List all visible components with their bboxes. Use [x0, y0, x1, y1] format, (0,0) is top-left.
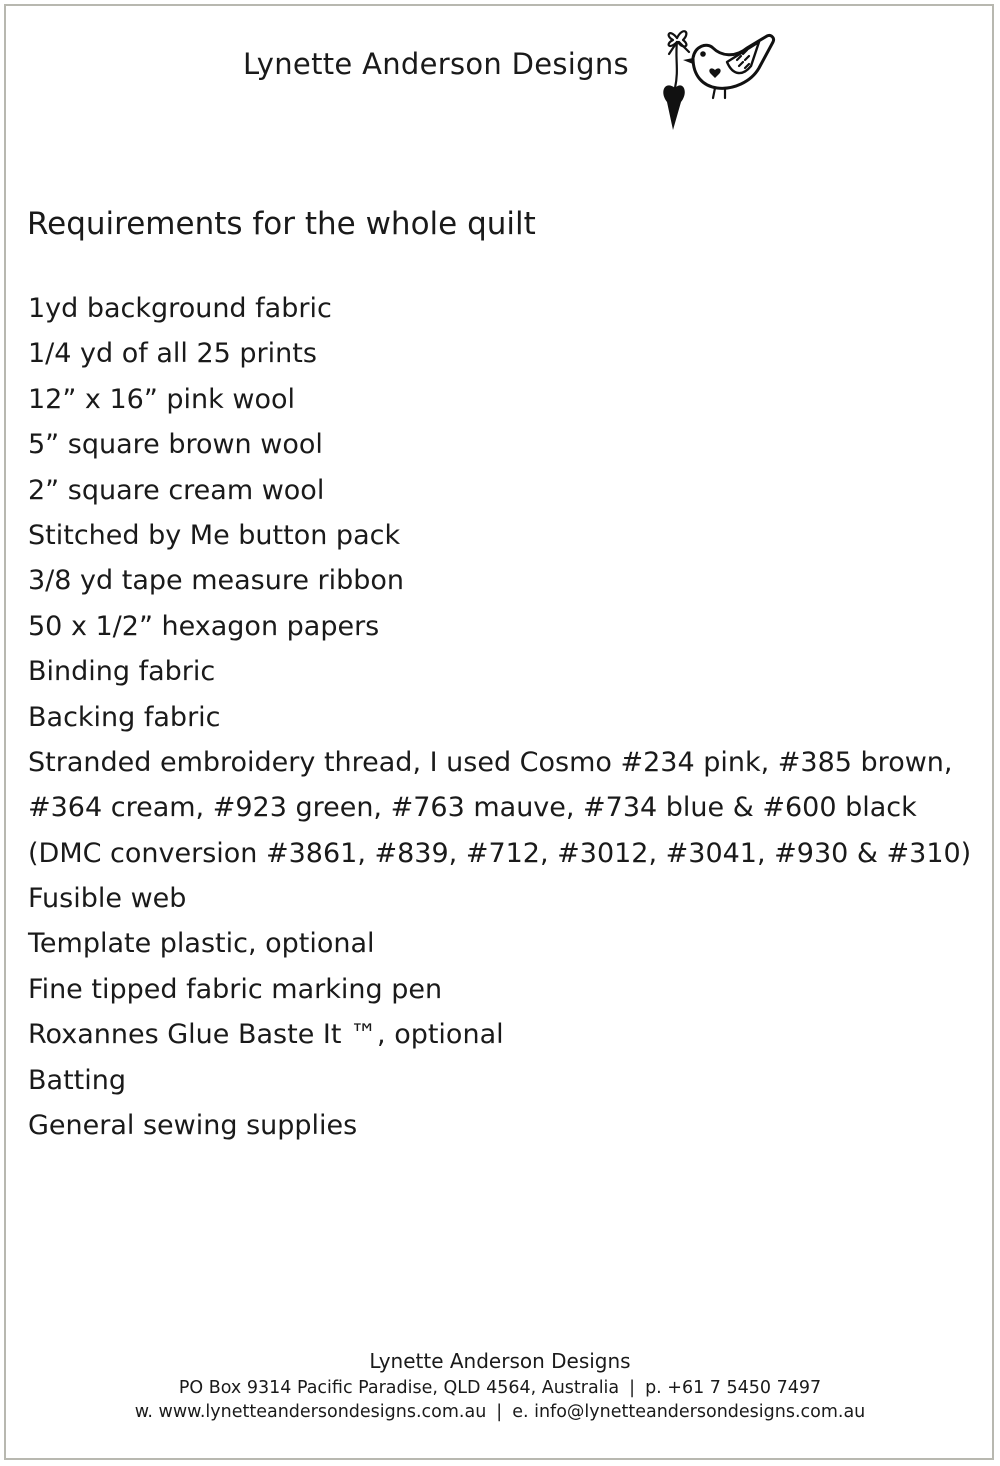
list-item: 3/8 yd tape measure ribbon [28, 565, 405, 597]
footer-website-link[interactable]: w. www.lynetteandersondesigns.com.au [134, 1402, 487, 1422]
footer-web-line [0, 1400, 1000, 1424]
page-header [0, 0, 1000, 150]
document-title: Requirements for the whole quilt [27, 206, 536, 242]
list-item: Fine tipped fabric marking pen [28, 973, 443, 1005]
footer-address: PO Box 9314 Pacific Paradise, QLD 4564, Australia [178, 1378, 620, 1398]
list-item: Template plastic, optional [28, 928, 375, 960]
list-item: 50 x 1/2” hexagon papers [28, 610, 380, 642]
list-item: (DMC conversion #3861, #839, #712, #3012, #3041, #930 & #310) [28, 837, 972, 869]
list-item: #364 cream, #923 green, #763 mauve, #734 blue & #600 black [28, 792, 917, 824]
list-item: Backing fabric [28, 701, 221, 733]
list-item: Binding fabric [28, 656, 216, 688]
footer-separator: | [496, 1402, 503, 1422]
footer-email-link[interactable]: e. info@lynetteandersondesigns.com.au [512, 1402, 866, 1422]
list-item: 2” square cream wool [28, 474, 325, 506]
list-item: 1/4 yd of all 25 prints [28, 338, 317, 370]
list-item: Stranded embroidery thread, I used Cosmo #234 pink, #385 brown, [28, 746, 953, 778]
footer-phone: p. +61 7 5450 7497 [645, 1378, 822, 1398]
list-item: Batting [28, 1064, 126, 1096]
list-item: General sewing supplies [28, 1110, 358, 1142]
footer-contact-line [0, 1376, 1000, 1400]
list-item: 1yd background fabric [28, 293, 332, 324]
footer-brand-name: Lynette Anderson Designs [369, 1349, 631, 1373]
list-item: 12” x 16” pink wool [28, 383, 296, 415]
brand-name: Lynette Anderson Designs [243, 47, 629, 81]
page-footer [0, 1346, 1000, 1424]
requirements-list [28, 286, 978, 1148]
list-item: Roxannes Glue Baste It ™, optional [28, 1019, 504, 1051]
footer-separator: | [629, 1378, 636, 1398]
list-item: Stitched by Me button pack [28, 519, 401, 551]
list-item: Fusible web [28, 883, 187, 915]
bird-heart-logo-icon [655, 18, 785, 138]
list-item: 5” square brown wool [28, 429, 323, 461]
